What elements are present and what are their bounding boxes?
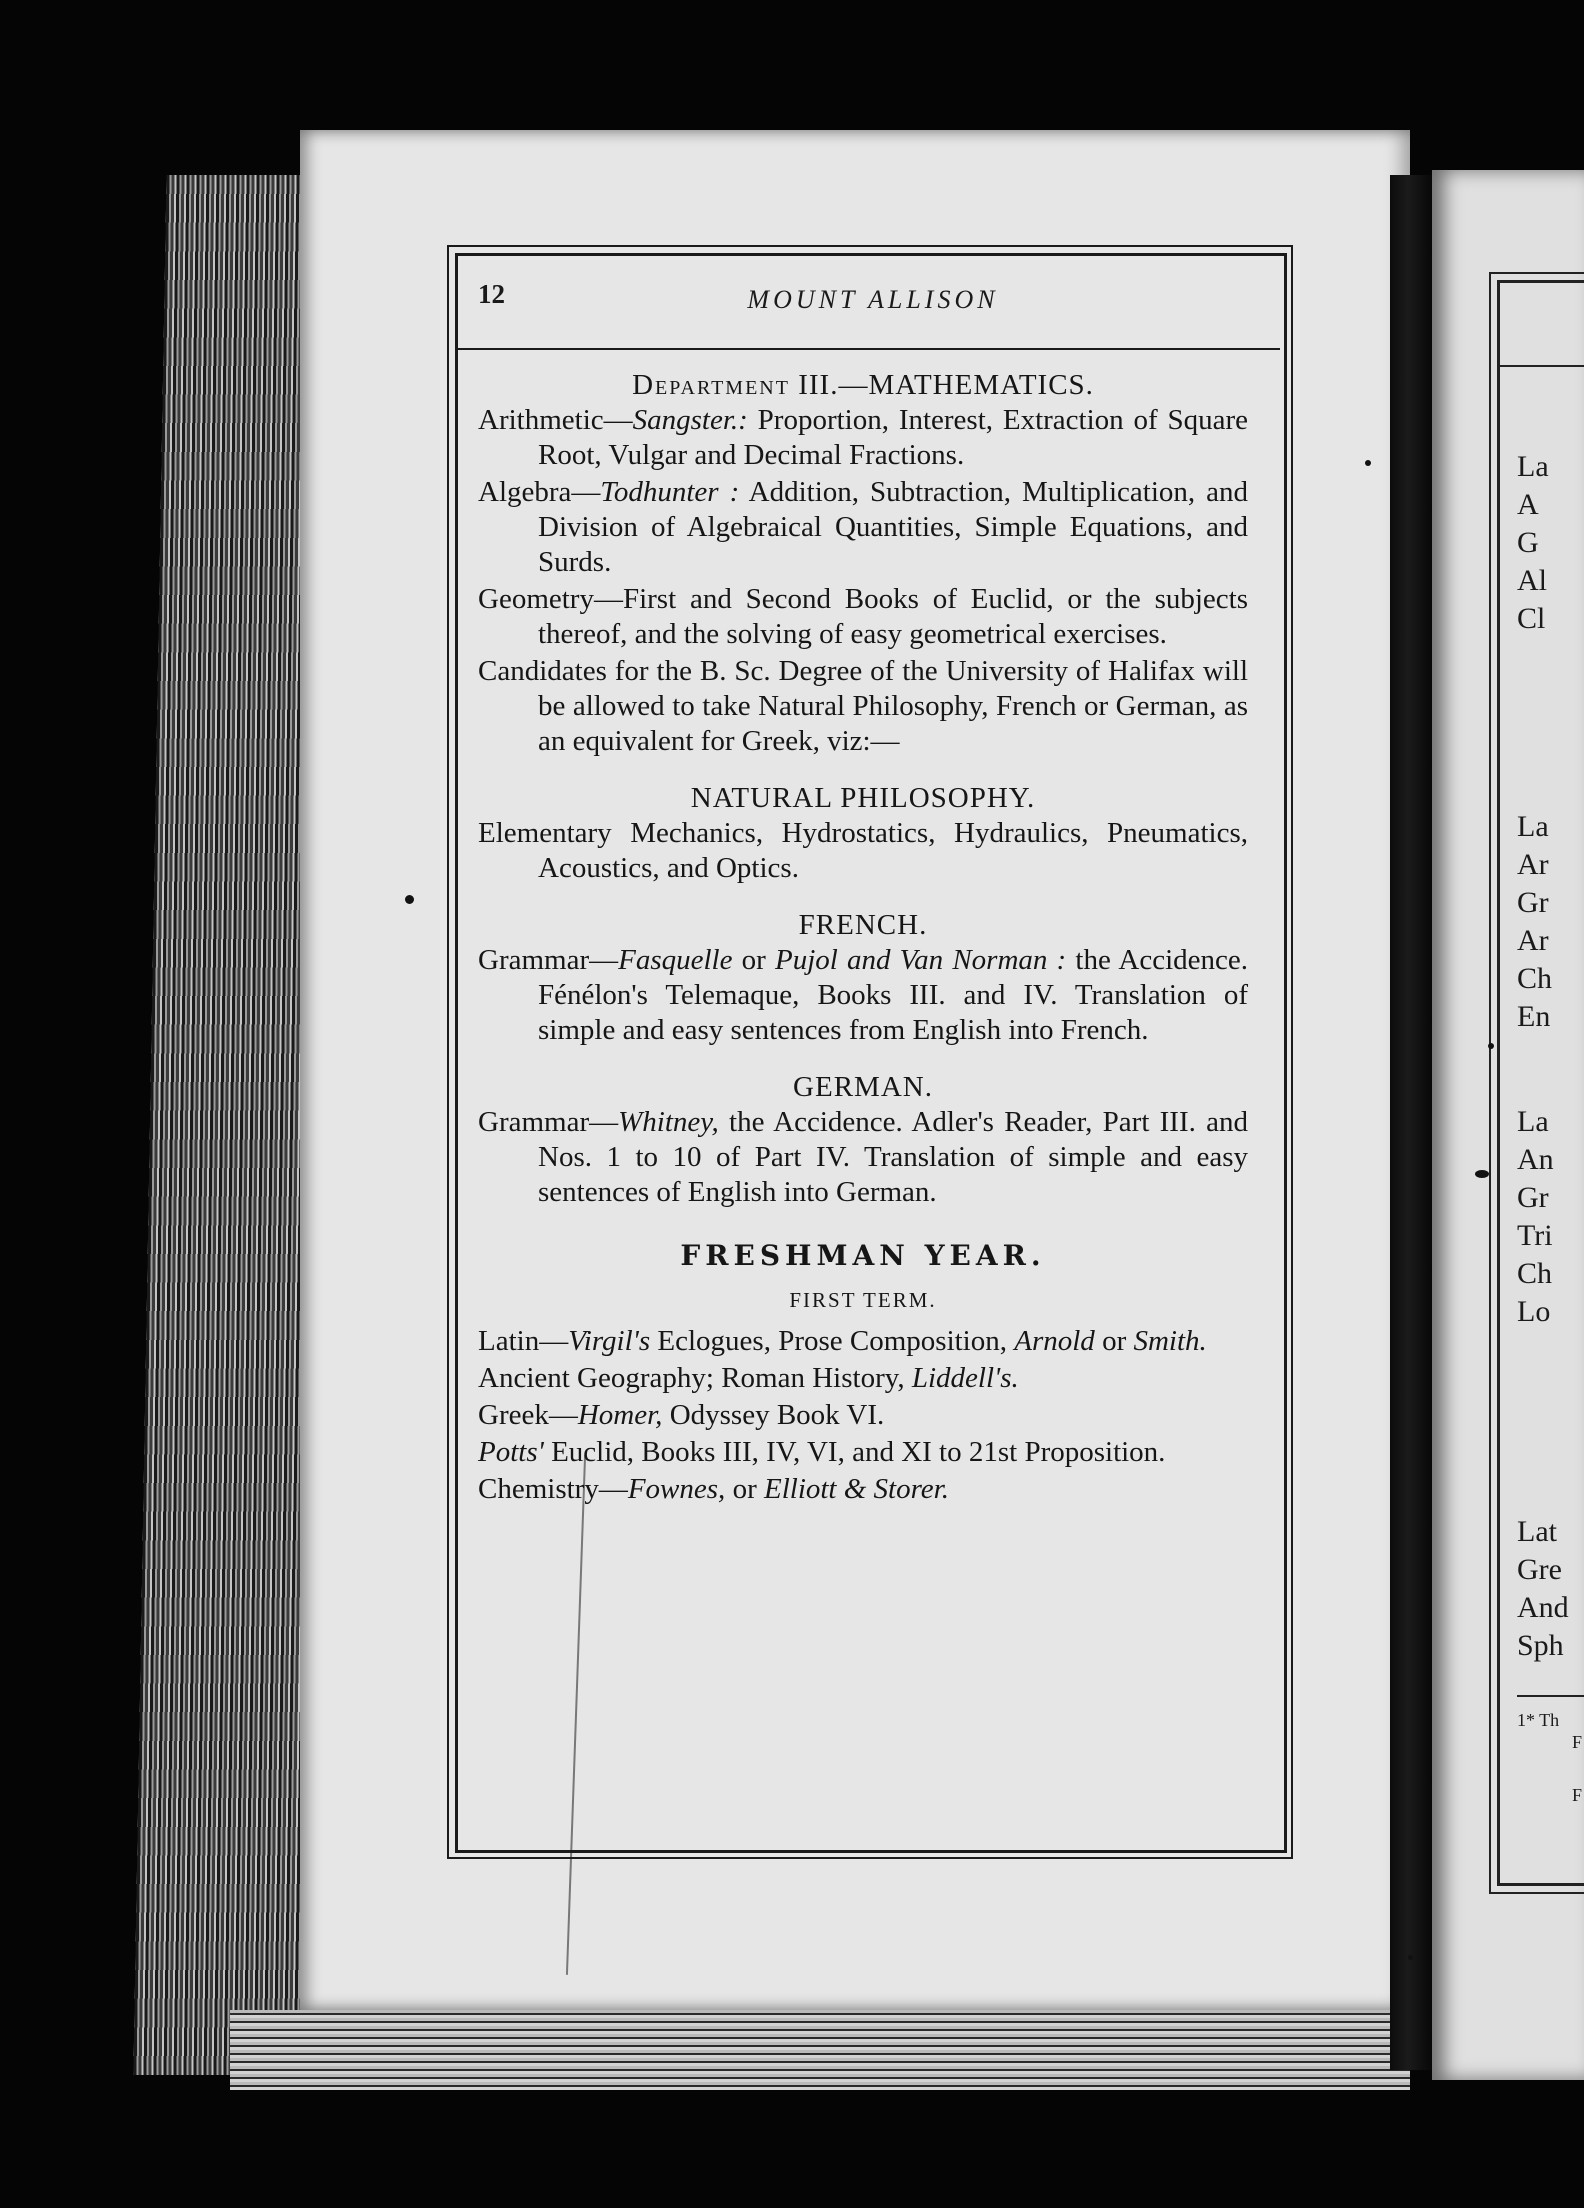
scan-speck	[1408, 1955, 1413, 1960]
entry-author: Virgil's	[568, 1325, 651, 1357]
entry-conjunction: or	[725, 1473, 764, 1505]
german-heading: GERMAN.	[793, 1071, 933, 1103]
entry-author: Fownes,	[627, 1473, 726, 1505]
right-footnote: 1* Th	[1517, 1710, 1560, 1730]
freshman-year-heading: FRESHMAN YEAR.	[680, 1239, 1046, 1272]
entry-label: Algebra—	[478, 476, 601, 508]
candidates-note	[478, 654, 1248, 759]
entry-label: Latin—	[478, 1325, 569, 1357]
entry-author: Smith.	[1133, 1325, 1207, 1357]
entry-label: Grammar—	[478, 1106, 619, 1138]
right-fragment: La	[1517, 450, 1549, 483]
scan-speck	[1365, 460, 1371, 466]
running-head: MOUNT ALLISON	[747, 285, 999, 314]
natural-philosophy-heading: NATURAL PHILOSOPHY.	[690, 782, 1036, 814]
department-heading	[478, 368, 1248, 403]
greek-entry	[478, 1398, 1248, 1433]
entry-label: Geometry—	[478, 583, 623, 615]
french-heading: FRENCH.	[798, 909, 928, 941]
right-footnote-rule	[1517, 1695, 1584, 1697]
entry-author: Todhunter :	[600, 476, 740, 508]
right-fragment: Lat	[1517, 1515, 1557, 1548]
entry-text: Ancient Geography; Roman History,	[478, 1362, 912, 1394]
page-content	[478, 368, 1248, 1509]
right-fragment: Gre	[1517, 1553, 1562, 1586]
book-gutter	[1390, 175, 1435, 2070]
department-label: Department	[632, 369, 790, 401]
right-fragment: A	[1517, 488, 1539, 521]
right-footnote: F	[1572, 1732, 1583, 1752]
scan-speck	[405, 895, 414, 904]
entry-text: the Accidence. Adler's Reader, Part III. and Nos. 1 to 10 of Part IV. Translation of simple and easy sentences of English into German.	[538, 1106, 1248, 1208]
french-entry	[478, 943, 1248, 1048]
ancient-geography-entry	[478, 1361, 1248, 1396]
entry-text: Candidates for the B. Sc. Degree of the University of Halifax will be allowed to take Natural Philosophy, French or German, as an equivalent for Greek, viz:—	[478, 655, 1248, 757]
entry-label: Chemistry—	[478, 1473, 628, 1505]
entry-author: Liddell's.	[911, 1362, 1019, 1394]
right-fragment: Al	[1517, 564, 1547, 597]
right-fragment: La	[1517, 1105, 1549, 1138]
right-fragment: Gr	[1517, 1181, 1549, 1214]
page-number: 12	[478, 279, 505, 309]
right-page-header-rule	[1497, 365, 1584, 367]
right-fragment: Ch	[1517, 962, 1553, 995]
right-fragment: Lo	[1517, 1295, 1551, 1328]
entry-author: Potts'	[478, 1436, 544, 1468]
scan-speck	[1475, 1170, 1489, 1178]
right-fragment: En	[1517, 1000, 1551, 1033]
entry-label: Greek—	[478, 1399, 578, 1431]
page-stack-bottom	[230, 2010, 1410, 2090]
entry-text: First and Second Books of Euclid, or the subjects thereof, and the solving of easy geometrical exercises.	[538, 583, 1248, 650]
entry-author: Arnold	[1014, 1325, 1095, 1357]
right-fragment: G	[1517, 526, 1539, 559]
entry-label: Arithmetic—	[478, 404, 633, 436]
scan-speck	[1488, 1043, 1494, 1049]
right-fragment: Gr	[1517, 886, 1549, 919]
header-rule	[458, 348, 1280, 350]
entry-text: the Accidence. Fénélon's Telemaque, Books III. and IV. Translation of simple and easy sentences from English into French.	[538, 944, 1248, 1046]
entry-author: Whitney,	[618, 1106, 719, 1138]
first-term-heading: FIRST TERM.	[789, 1288, 937, 1312]
right-fragment: An	[1517, 1143, 1554, 1176]
entry-author: Fasquelle	[618, 944, 733, 976]
chemistry-entry	[478, 1472, 1248, 1507]
right-fragment: La	[1517, 810, 1549, 843]
right-fragment: Sph	[1517, 1629, 1564, 1662]
arithmetic-entry	[478, 403, 1248, 473]
natural-philosophy-entry: Elementary Mechanics, Hydrostatics, Hydraulics, Pneumatics, Acoustics, and Optics.	[478, 817, 1248, 884]
german-entry	[478, 1105, 1248, 1210]
department-title: III.—MATHEMATICS.	[798, 369, 1094, 401]
right-fragment: Ar	[1517, 848, 1549, 881]
entry-label: Grammar—	[478, 944, 619, 976]
euclid-entry	[478, 1435, 1248, 1470]
entry-author: Homer,	[577, 1399, 663, 1431]
right-fragment: Cl	[1517, 602, 1546, 635]
right-fragment: Tri	[1517, 1219, 1553, 1252]
right-footnote: F	[1572, 1785, 1583, 1805]
entry-conjunction: or	[732, 944, 775, 976]
geometry-entry	[478, 582, 1248, 652]
page-header	[478, 277, 1268, 333]
entry-text: Euclid, Books III, IV, VI, and XI to 21st Proposition.	[543, 1436, 1166, 1468]
entry-author: Pujol and Van Norman :	[774, 944, 1067, 976]
entry-conjunction: or	[1094, 1325, 1134, 1357]
entry-text: Eclogues, Prose Composition,	[650, 1325, 1015, 1357]
entry-text: Addition, Subtraction, Multiplication, and Division of Algebraical Quantities, Simple Equations, and Surds.	[538, 476, 1249, 578]
right-fragment: Ar	[1517, 924, 1549, 957]
right-fragment: And	[1517, 1591, 1569, 1624]
entry-text: Odyssey Book VI.	[662, 1399, 885, 1431]
entry-author: Sangster.:	[632, 404, 748, 436]
entry-text: Proportion, Interest, Extraction of Square Root, Vulgar and Decimal Fractions.	[538, 404, 1248, 471]
latin-entry	[478, 1324, 1248, 1359]
algebra-entry	[478, 475, 1248, 580]
entry-author: Elliott & Storer.	[763, 1473, 950, 1505]
right-fragment: Ch	[1517, 1257, 1553, 1290]
right-page	[1432, 170, 1584, 2080]
